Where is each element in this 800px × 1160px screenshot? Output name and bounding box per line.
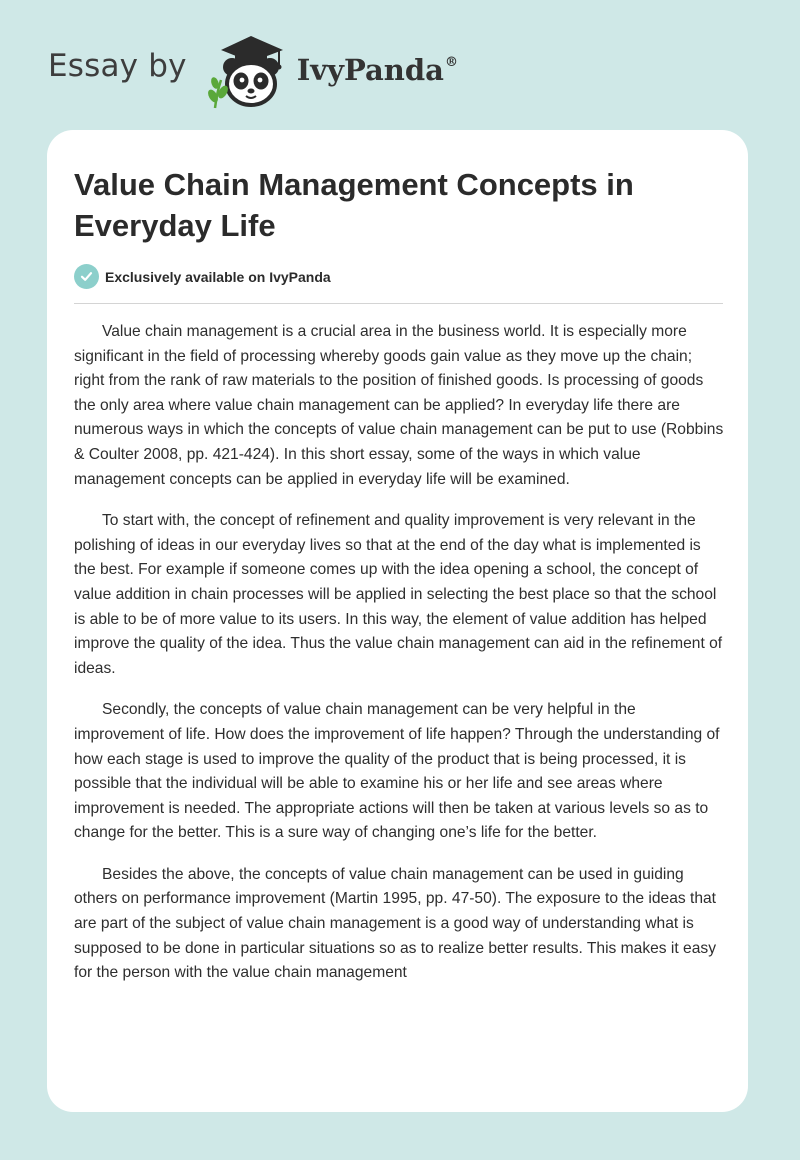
divider [74, 303, 723, 304]
paragraph: Value chain management is a crucial area in the business world. It is especially more significant in the field of processing whereby goods gain value as they move up the chain; right from the rank of raw materials to the position of finished goods. Is processing of goods the only area where value chain management can be applied? In everyday life there are numerous ways in which the concepts of value chain management can be put to use (Robbins & Coulter 2008, pp. 421-424). In this short essay, some of the ways in which value management concepts can be applied in everyday life will be examined. [74, 323, 724, 488]
essay-card [47, 130, 748, 1112]
panda-logo-icon [201, 30, 293, 110]
essay-by-label: Essay by [48, 48, 187, 84]
registered-mark: ® [444, 55, 458, 70]
paragraph: Secondly, the concepts of value chain management can be very helpful in the improvement of life. How does the improvement of life happen? Through the understanding of how each stage is used to improve the quality of the product that is being processed, it is possible that the individual will be able to examine his or her life and see areas where improvement is needed. The appropriate actions will then be taken at various levels so as to change for the better. This is a sure way of changing one’s life for the better. [74, 701, 720, 842]
exclusive-label: Exclusively available on IvyPanda [105, 268, 331, 285]
brand-name [297, 53, 458, 87]
paragraph: Besides the above, the concepts of value chain management can be used in guiding others on performance improvement (Martin 1995, pp. 47-50). The exposure to the ideas that are part of the subject of value chain management is a good way of understanding what is supposed to be done in particular situations so as to realize better results. This makes it easy for the person with the value chain management [74, 865, 717, 982]
essay-title: Value Chain Management Concepts in Everyday Life [74, 167, 634, 243]
brand-name-text: IvyPanda [296, 53, 444, 87]
exclusive-badge [74, 264, 331, 289]
check-circle-icon [74, 264, 99, 289]
paragraph: To start with, the concept of refinement and quality improvement is very relevant in the polishing of ideas in our everyday lives so that at the end of the day what is implemented is the best. For example if someone comes up with the idea opening a school, the concept of value addition in chain processes will be applied in selecting the best place so that the school is able to be of more value to its users. In this way, the element of value addition has helped improve the quality of the idea. Thus the value chain management can aid in the refinement of ideas. [74, 512, 723, 677]
brand-header[interactable] [48, 30, 458, 110]
essay-body [74, 320, 726, 1003]
